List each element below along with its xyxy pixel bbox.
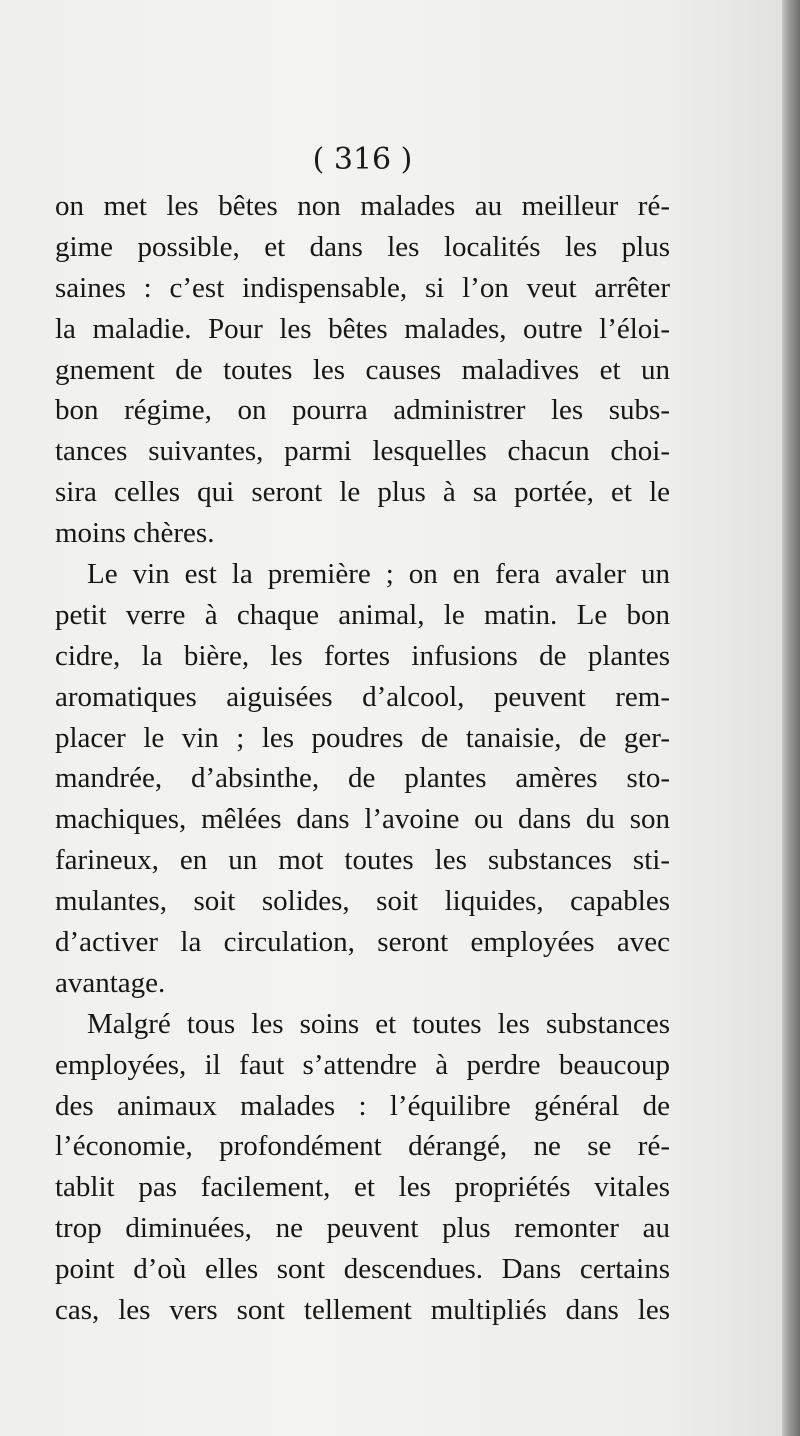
text-line: mandrée, d’absinthe, de plantes amères sto- <box>55 762 670 795</box>
text-line: d’activer la circulation, seront employées avec <box>55 926 670 959</box>
text-line: Le vin est la première ; on en fera avaler un <box>87 558 670 591</box>
text-line: gime possible, et dans les localités les plus <box>55 230 670 263</box>
text-line: machiques, mêlées dans l’avoine ou dans du son <box>55 803 670 836</box>
text-line: placer le vin ; les poudres de tanaisie, de ger- <box>55 721 670 754</box>
text-line: Malgré tous les soins et toutes les substances <box>87 1007 670 1040</box>
text-line: sira celles qui seront le plus à sa portée, et le <box>55 476 670 509</box>
text-line: petit verre à chaque animal, le matin. Le bon <box>55 598 670 631</box>
text-line: employées, il faut s’attendre à perdre beaucoup <box>55 1048 670 1081</box>
text-line: bon régime, on pourra administrer les subs- <box>55 394 670 427</box>
page-number: ( 316 ) <box>312 142 413 177</box>
text-line: moins chères. <box>55 517 215 550</box>
text-line: saines : c’est indispensable, si l’on veut arrêter <box>55 271 670 304</box>
text-line: point d’où elles sont descendues. Dans certains <box>55 1253 670 1286</box>
text-line: mulantes, soit solides, soit liquides, capables <box>55 885 670 918</box>
text-line: trop diminuées, ne peuvent plus remonter au <box>55 1212 670 1245</box>
body-text <box>55 186 670 1331</box>
text-line: des animaux malades : l’équilibre général de <box>55 1089 670 1122</box>
text-line: cidre, la bière, les fortes infusions de plantes <box>55 639 670 672</box>
text-line: l’économie, profondément dérangé, ne se ré- <box>55 1130 670 1163</box>
text-line: tablit pas facilement, et les propriétés vitales <box>55 1171 670 1204</box>
text-line: farineux, en un mot toutes les substances sti- <box>55 844 670 877</box>
text-line: la maladie. Pour les bêtes malades, outre l’éloi- <box>55 312 670 345</box>
text-line: gnement de toutes les causes maladives et un <box>55 353 670 386</box>
text-line: aromatiques aiguisées d’alcool, peuvent rem- <box>55 680 670 713</box>
text-line: tances suivantes, parmi lesquelles chacun choi- <box>55 435 670 468</box>
text-line: on met les bêtes non malades au meilleur ré- <box>55 190 670 222</box>
text-line: avantage. <box>55 966 166 999</box>
text-line: cas, les vers sont tellement multipliés dans les <box>55 1294 670 1327</box>
page-edge-shadow <box>782 0 800 1436</box>
